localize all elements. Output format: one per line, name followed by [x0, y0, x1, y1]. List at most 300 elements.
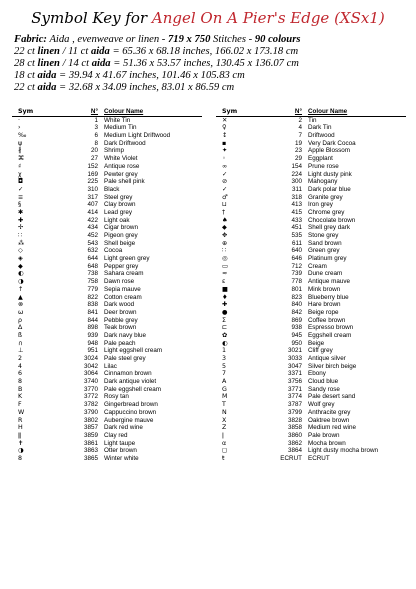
colour-number-cell: 535: [291, 232, 302, 239]
table-row: [12, 117, 202, 125]
colour-number-cell: 938: [291, 324, 302, 332]
table-row: [12, 163, 202, 171]
colour-number-cell: 19: [294, 139, 302, 147]
colour-number-cell: 3862: [287, 439, 302, 447]
colour-number-cell: 3859: [83, 431, 98, 439]
colour-name-cell: White Tin: [104, 116, 131, 124]
colour-name-cell: Antique mauve: [308, 278, 351, 286]
table-row: [12, 232, 202, 240]
colour-number-cell: 3064: [83, 370, 98, 378]
key-column-left: [12, 108, 202, 463]
table-row: [216, 417, 406, 425]
colour-name-cell: Mink brown: [308, 285, 341, 293]
colour-number-cell: 951: [87, 347, 98, 355]
table-row: [216, 171, 406, 179]
symbol-cell: 8: [18, 454, 23, 462]
colour-name-cell: Eggshell cream: [308, 331, 352, 339]
table-row: [12, 194, 202, 202]
table-row: [216, 378, 406, 386]
colour-number-cell: 644: [87, 255, 98, 263]
header-num: N°: [90, 108, 98, 115]
colour-number-cell: 822: [87, 293, 98, 301]
symbol-cell: ✱: [18, 208, 24, 216]
colour-name-cell: Aubergine mauve: [104, 416, 154, 424]
symbol-cell: B: [18, 385, 23, 393]
symbol-cell: ε: [222, 278, 226, 286]
colour-name-cell: Light eggshell cream: [104, 347, 163, 355]
table-row: [12, 347, 202, 355]
colour-name-cell: Antique silver: [308, 355, 346, 362]
alt-fabric-type: aida: [91, 58, 111, 69]
symbol-cell: ‰: [18, 132, 27, 140]
colour-name-cell: Shell beige: [104, 239, 136, 247]
table-row: [216, 270, 406, 278]
symbol-cell: ◑: [18, 278, 24, 286]
colour-number-cell: 3799: [287, 408, 302, 416]
symbol-cell: †: [222, 208, 226, 216]
table-row: [12, 355, 202, 363]
table-row: [12, 171, 202, 179]
thread-count: 22 ct: [14, 82, 35, 93]
symbol-cell: F: [18, 401, 22, 409]
colour-name-cell: Clay red: [104, 431, 128, 439]
symbol-cell: ✢: [18, 224, 24, 232]
colour-number-cell: 3021: [287, 347, 302, 355]
table-row: [12, 255, 202, 263]
colour-number-cell: 3042: [83, 362, 98, 370]
table-row: [216, 370, 406, 378]
fabric-type: aida: [37, 70, 57, 81]
header-sym: Sym: [18, 108, 34, 115]
symbol-cell: ◎: [222, 255, 228, 263]
table-row: [12, 301, 202, 309]
colour-name-cell: Dune cream: [308, 270, 343, 278]
symbol-cell: ß: [18, 331, 22, 339]
colour-number-cell: 154: [291, 162, 302, 170]
colour-name-cell: Winter white: [104, 454, 139, 462]
table-row: [216, 278, 406, 286]
symbol-cell: ⊕: [222, 239, 228, 247]
colour-number-cell: 434: [87, 224, 98, 232]
symbol-cell: ✚: [222, 301, 228, 309]
symbol-cell: ∞: [222, 162, 228, 170]
colour-number-cell: 3033: [287, 355, 302, 362]
symbol-cell: W: [18, 408, 25, 416]
colour-name-cell: Deer brown: [104, 308, 137, 316]
table-row: [12, 224, 202, 232]
fabric-type: linen: [37, 46, 60, 57]
colour-name-cell: Cinnamon brown: [104, 370, 152, 378]
colour-name-cell: Mahogany: [308, 178, 338, 186]
symbol-cell: M: [222, 393, 228, 401]
colour-number-cell: 8: [94, 139, 98, 147]
alt-count: / 11 ct: [62, 46, 89, 57]
page-title: [0, 9, 416, 27]
table-row: [12, 409, 202, 417]
symbol-cell: ✿: [222, 331, 228, 339]
symbol-cell: ◇: [18, 247, 23, 255]
symbol-cell: ■: [222, 285, 228, 293]
symbol-cell: ρ: [18, 316, 22, 324]
table-row: [216, 424, 406, 432]
colour-name-cell: Blueberry blue: [308, 293, 349, 301]
colour-name-cell: Oaktree brown: [308, 416, 350, 424]
colour-number-cell: 3858: [287, 424, 302, 432]
table-row: [12, 340, 202, 348]
table-row: [12, 247, 202, 255]
symbol-cell: ◆: [18, 262, 23, 270]
colour-number-cell: 640: [291, 247, 302, 255]
table-row: [12, 240, 202, 248]
colour-name-cell: Teak brown: [104, 324, 137, 332]
size-line: [14, 58, 409, 70]
table-header: [12, 108, 202, 117]
colour-number-cell: 841: [87, 308, 98, 316]
symbol-cell: ♂: [222, 193, 228, 201]
colour-number-cell: 801: [291, 285, 302, 293]
table-row: [216, 194, 406, 202]
colour-number-cell: 939: [87, 331, 98, 339]
colour-number-cell: 3861: [83, 439, 98, 447]
colour-name-cell: Dark wood: [104, 301, 135, 309]
thread-count: 28 ct: [14, 58, 35, 69]
colour-name-cell: Dark polar blue: [308, 185, 351, 193]
colour-name-cell: Light dusty mocha brown: [308, 447, 379, 455]
colour-number-cell: 3772: [83, 393, 98, 401]
table-row: [216, 386, 406, 394]
symbol-cell: ✥: [222, 232, 228, 239]
symbol-cell: ∷: [18, 232, 23, 239]
table-row: [216, 440, 406, 448]
symbol-cell: ŧ: [222, 454, 225, 462]
colour-number-cell: 632: [87, 247, 98, 255]
colour-name-cell: Dark Driftwood: [104, 139, 146, 147]
symbol-cell: α: [222, 439, 227, 447]
colour-number-cell: 23: [294, 147, 302, 155]
symbol-cell: ⌘: [18, 155, 25, 163]
finished-size: = 39.94 x 41.67 inches, 101.46 x 105.83 cm: [59, 70, 245, 81]
table-row: [216, 247, 406, 255]
symbol-cell: ✓: [222, 185, 228, 193]
table-row: [216, 178, 406, 186]
colour-number-cell: 950: [291, 339, 302, 347]
symbol-cell: Z: [222, 424, 227, 432]
symbol-cell: ⊗: [18, 301, 24, 309]
colour-count: 90 colours: [254, 34, 301, 45]
colour-name-cell: Chrome grey: [308, 208, 345, 216]
table-row: [216, 332, 406, 340]
header-colour-name: Colour Name: [308, 108, 348, 115]
colour-name-cell: Steel grey: [104, 193, 133, 201]
colour-name-cell: Coffee brown: [308, 316, 346, 324]
colour-number-cell: 2: [298, 116, 302, 124]
colour-number-cell: 415: [291, 208, 302, 216]
table-row: [216, 132, 406, 140]
symbol-cell: ✝: [18, 439, 24, 447]
symbol-cell: ≈: [222, 270, 228, 278]
symbol-cell: ●: [222, 308, 228, 316]
symbol-cell: ∆: [18, 324, 23, 332]
colour-name-cell: Light green grey: [104, 255, 150, 263]
symbol-cell: ▲: [18, 293, 23, 301]
table-row: [12, 186, 202, 194]
colour-name-cell: Cliff grey: [308, 347, 333, 355]
table-row: [216, 255, 406, 263]
colour-number-cell: 3857: [83, 424, 98, 432]
size-line: [14, 46, 409, 58]
colour-number-cell: 738: [87, 270, 98, 278]
symbol-cell: ∷: [222, 247, 227, 255]
symbol-cell: ⊥: [18, 347, 24, 355]
symbol-cell: ∩: [18, 339, 23, 347]
colour-name-cell: Black: [104, 185, 120, 193]
colour-name-cell: Sahara cream: [104, 270, 144, 278]
colour-name-cell: Pale brown: [308, 431, 340, 439]
symbol-cell: 6: [18, 370, 23, 378]
stitch-count: 719 x 750: [168, 34, 211, 45]
colour-number-cell: 648: [87, 262, 98, 270]
colour-number-cell: ECRUT: [280, 454, 302, 462]
table-row: [216, 363, 406, 371]
symbol-cell: ∦: [18, 147, 22, 155]
colour-number-cell: 451: [291, 224, 302, 232]
symbol-cell: ω: [18, 308, 24, 316]
symbol-cell: 2: [18, 355, 23, 362]
table-row: [12, 401, 202, 409]
colour-number-cell: 739: [291, 270, 302, 278]
colour-name-cell: Iron grey: [308, 201, 333, 209]
colour-name-cell: Pewter grey: [104, 170, 138, 178]
table-row: [12, 332, 202, 340]
colour-name-cell: Shell grey dark: [308, 224, 350, 232]
table-row: [12, 317, 202, 325]
symbol-cell: ⊘: [222, 178, 228, 186]
alt-fabric-type: aida: [90, 46, 110, 57]
table-row: [12, 370, 202, 378]
colour-number-cell: 20: [90, 147, 98, 155]
colour-number-cell: 3790: [83, 408, 98, 416]
fabric-text: Aida , evenweave or linen -: [49, 34, 166, 45]
colour-number-cell: 318: [291, 193, 302, 201]
colour-name-cell: Otter brown: [104, 447, 137, 455]
symbol-cell: ✕: [222, 116, 228, 124]
table-row: [12, 278, 202, 286]
colour-number-cell: 3782: [83, 401, 98, 409]
table-row: [12, 417, 202, 425]
colour-name-cell: Medium red wine: [308, 424, 356, 432]
symbol-cell: N: [222, 408, 227, 416]
table-row: [12, 217, 202, 225]
colour-name-cell: ECRUT: [308, 454, 330, 462]
colour-number-cell: 3371: [287, 370, 302, 378]
colour-name-cell: Mocha brown: [308, 439, 346, 447]
symbol-cell: ◻: [222, 447, 228, 455]
header-num: N°: [294, 108, 302, 115]
colour-name-cell: Cappuccino brown: [104, 408, 157, 416]
colour-name-cell: Dark Tin: [308, 124, 332, 132]
colour-number-cell: 842: [291, 308, 302, 316]
symbol-cell: ›: [18, 124, 21, 132]
symbol-cell: H: [18, 424, 23, 432]
colour-number-cell: 3863: [83, 447, 98, 455]
colour-number-cell: 4: [298, 124, 302, 132]
header-sym: Sym: [222, 108, 238, 115]
finished-size: = 32.68 x 34.09 inches, 83.01 x 86.59 cm: [59, 82, 235, 93]
colour-name-cell: Clay brown: [104, 201, 136, 209]
symbol-cell: ≡: [18, 193, 24, 201]
colour-name-cell: Sand brown: [308, 239, 342, 247]
colour-name-cell: Tin: [308, 116, 317, 124]
colour-name-cell: Rosy tan: [104, 393, 129, 401]
finished-size: = 51.36 x 53.57 inches, 130.45 x 136.07 cm: [113, 58, 299, 69]
symbol-cell: ◐: [18, 270, 24, 278]
table-row: [12, 440, 202, 448]
symbol-cell: §: [18, 201, 22, 209]
colour-number-cell: 422: [87, 216, 98, 224]
symbol-cell: ⊔: [222, 201, 227, 209]
table-row: [12, 393, 202, 401]
table-row: [12, 294, 202, 302]
colour-number-cell: 27: [90, 155, 98, 163]
table-row: [216, 324, 406, 332]
symbol-cell: 8: [18, 378, 23, 386]
table-row: [216, 240, 406, 248]
colour-name-cell: Very Dark Cocoa: [308, 139, 356, 147]
colour-number-cell: 3770: [83, 385, 98, 393]
colour-name-cell: Wolf grey: [308, 401, 335, 409]
colour-name-cell: Ebony: [308, 370, 326, 378]
colour-number-cell: 300: [291, 178, 302, 186]
colour-name-cell: Beige rope: [308, 308, 339, 316]
table-row: [12, 270, 202, 278]
symbol-cell: ◐: [222, 339, 228, 347]
colour-number-cell: 712: [291, 262, 302, 270]
colour-name-cell: Pale desert sand: [308, 393, 356, 401]
colour-number-cell: 225: [87, 178, 98, 186]
table-row: [12, 378, 202, 386]
colour-number-cell: 869: [291, 316, 302, 324]
colour-number-cell: 3774: [287, 393, 302, 401]
table-row: [216, 201, 406, 209]
symbol-cell: T: [222, 401, 226, 409]
table-row: [216, 286, 406, 294]
colour-name-cell: Light oak: [104, 216, 130, 224]
colour-name-cell: Pale peach: [104, 339, 136, 347]
fabric-line: [14, 34, 409, 46]
table-row: [216, 432, 406, 440]
colour-name-cell: Green grey: [308, 247, 340, 255]
colour-name-cell: Cigar brown: [104, 224, 138, 232]
table-row: [12, 286, 202, 294]
symbol-cell: R: [18, 416, 23, 424]
colour-number-cell: 3047: [287, 362, 302, 370]
colour-number-cell: 3787: [287, 401, 302, 409]
colour-name-cell: Gingerbread brown: [104, 401, 158, 409]
colour-number-cell: 778: [291, 278, 302, 286]
colour-name-cell: Dark navy blue: [104, 331, 146, 339]
colour-name-cell: Pale eggshell cream: [104, 385, 162, 393]
colour-number-cell: 224: [291, 170, 302, 178]
colour-name-cell: Dawn rose: [104, 278, 135, 286]
title-prefix: Symbol Key for: [31, 9, 148, 27]
table-row: [216, 117, 406, 125]
symbol-cell: K: [18, 393, 23, 401]
table-row: [12, 263, 202, 271]
symbol-cell: ◑: [18, 447, 24, 455]
symbol-cell: ǁ: [18, 431, 22, 439]
symbol-cell: ✓: [18, 185, 24, 193]
table-row: [12, 124, 202, 132]
colour-number-cell: 310: [87, 185, 98, 193]
symbol-cell: ⁂: [18, 239, 25, 247]
symbol-cell: 4: [18, 362, 23, 370]
colour-number-cell: 152: [87, 162, 98, 170]
colour-name-cell: Dark antique violet: [104, 378, 157, 386]
colour-number-cell: 840: [291, 301, 302, 309]
colour-number-cell: 6: [94, 132, 98, 140]
colour-name-cell: Pigeon grey: [104, 232, 138, 239]
colour-number-cell: 452: [87, 232, 98, 239]
colour-name-cell: Espresso brown: [308, 324, 354, 332]
colour-name-cell: Stone grey: [308, 232, 339, 239]
colour-number-cell: 1: [94, 116, 98, 124]
symbol-cell: ◆: [222, 224, 227, 232]
colour-name-cell: Chocolate brown: [308, 216, 356, 224]
colour-number-cell: 948: [87, 339, 98, 347]
colour-number-cell: 414: [87, 208, 98, 216]
size-line: [14, 70, 409, 82]
symbol-cell: 1: [222, 347, 227, 355]
colour-number-cell: 646: [291, 255, 302, 263]
table-row: [216, 340, 406, 348]
symbol-cell: ▭: [222, 262, 228, 270]
colour-number-cell: 3756: [287, 378, 302, 386]
colour-name-cell: Apple Blossom: [308, 147, 350, 155]
symbol-cell: ·: [18, 116, 21, 124]
colour-name-cell: Pale shell pink: [104, 178, 145, 186]
colour-name-cell: Driftwood: [308, 132, 335, 140]
table-row: [12, 140, 202, 148]
symbol-cell: ǀ: [222, 431, 224, 439]
table-row: [216, 209, 406, 217]
table-row: [216, 393, 406, 401]
colour-number-cell: 3865: [83, 454, 98, 462]
table-row: [12, 455, 202, 463]
colour-number-cell: 311: [291, 185, 302, 193]
table-row: [216, 455, 406, 463]
colour-name-cell: Lead grey: [104, 208, 133, 216]
table-row: [216, 186, 406, 194]
colour-name-cell: Sepia mauve: [104, 285, 141, 293]
colour-name-cell: Lilac: [104, 362, 117, 370]
thread-count: 18 ct: [14, 70, 35, 81]
colour-name-cell: Pale steel grey: [104, 355, 146, 362]
symbol-cell: ↕: [222, 132, 228, 140]
colour-number-cell: 543: [87, 239, 98, 247]
symbol-cell: 5: [222, 362, 227, 370]
colour-name-cell: Platinum grey: [308, 255, 347, 263]
symbol-cell: ♯: [18, 162, 22, 170]
table-row: [216, 263, 406, 271]
symbol-cell: ψ: [18, 139, 23, 147]
table-row: [216, 140, 406, 148]
colour-number-cell: 3828: [287, 416, 302, 424]
pattern-name: Angel On A Pier's Edge (XSx1): [151, 9, 385, 27]
table-row: [12, 424, 202, 432]
thread-count: 22 ct: [14, 46, 35, 57]
colour-name-cell: Cotton cream: [104, 293, 142, 301]
table-row: [216, 447, 406, 455]
